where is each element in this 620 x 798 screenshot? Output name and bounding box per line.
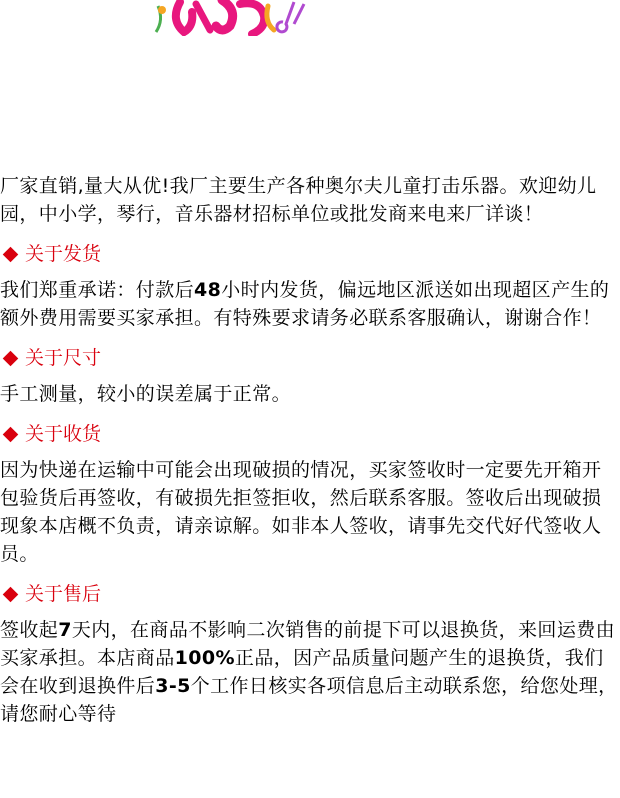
- section-heading-after-sales: [0, 580, 618, 608]
- section-heading-receiving: [0, 420, 618, 448]
- shipping-paragraph: 我们郑重承诺：付款后48小时内发货，偏远地区派送如出现超区产生的额外费用需要买家承担。有特殊要求请务必联系客服确认，谢谢合作！: [0, 279, 610, 329]
- music-logo-artwork: [118, 0, 558, 36]
- diamond-bullet-icon: [3, 426, 19, 442]
- section-heading-size: [0, 344, 618, 372]
- section-heading-shipping: [0, 240, 618, 268]
- diamond-bullet-icon: [3, 246, 19, 262]
- product-notice: [0, 172, 618, 728]
- receiving-paragraph: 因为快递在运输中可能会出现破损的情况，买家签收时一定要先开箱开包验货后再签收，有破损先拒签拒收，然后联系客服。签收后出现破损现象本店概不负责，请亲谅解。如非本人签收，请事先交代好代签收人员。: [0, 459, 602, 565]
- diamond-bullet-icon: [3, 586, 19, 602]
- heading-label: 关于收货: [25, 423, 102, 445]
- heading-label: 关于发货: [25, 243, 102, 265]
- logo-banner: [118, 0, 558, 36]
- heading-label: 关于售后: [25, 583, 102, 605]
- intro-paragraph: 厂家直销,量大从优!我厂主要生产各种奥尔夫儿童打击乐器。欢迎幼儿园，中小学，琴行，音乐器材招标单位或批发商来电来厂详谈！: [0, 175, 597, 225]
- diamond-bullet-icon: [3, 350, 19, 366]
- after-sales-paragraph: 签收起7天内，在商品不影响二次销售的前提下可以退换货，来回运费由买家承担。本店商品100%正品，因产品质量问题产生的退换货，我们会在收到退换件后3-5个工作日核实各项信息后主动联系您，给您处理，请您耐心等待: [0, 619, 618, 725]
- size-paragraph: 手工测量，较小的误差属于正常。: [0, 383, 292, 405]
- heading-label: 关于尺寸: [25, 347, 102, 369]
